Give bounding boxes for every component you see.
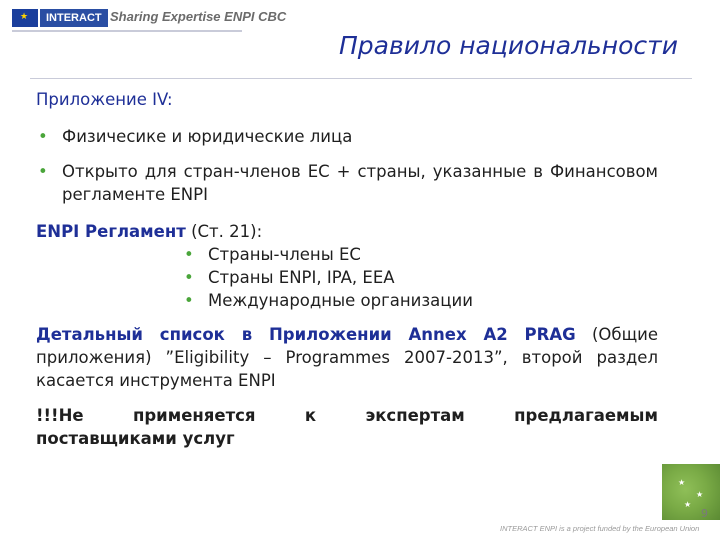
annex-bullet-list <box>36 125 658 206</box>
header-tagline: Sharing Expertise ENPI CBC <box>110 9 287 24</box>
note-word-3: к <box>304 406 317 425</box>
logo-text: INTERACT <box>46 12 102 24</box>
regulation-item-2: • Страны ENPI, IPA, EEA <box>182 266 658 289</box>
detail-rest: (Общие приложения) ”Eligibility – Programmes 2007-2013”, второй раздел касается инструмента ENPI <box>36 325 658 390</box>
regulation-item-3: • Международные организации <box>182 289 658 312</box>
note-word-1: !!!Не <box>36 406 84 425</box>
detail-paragraph <box>36 323 658 392</box>
regulation-list <box>36 243 658 312</box>
annex-bullet-1: • Физичесике и юридические лица <box>36 125 658 148</box>
note-word-5: предлагаемым <box>514 406 658 425</box>
regulation-heading-bold: ENPI Регламент <box>36 222 186 241</box>
regulation-heading <box>36 220 658 243</box>
note-line-1 <box>36 404 658 427</box>
eu-flag-icon: ★ <box>12 9 38 27</box>
note-word-4: экспертам <box>365 406 465 425</box>
page-number: 9 <box>701 507 708 520</box>
annex-heading: Приложение IV: <box>36 90 173 109</box>
regulation-heading-rest: (Ст. 21): <box>185 222 263 241</box>
slide-title: Правило национальности <box>339 31 678 60</box>
header-divider <box>12 30 242 32</box>
note-word-2: применяется <box>132 406 256 425</box>
detail-bold: Детальный список в Приложении Annex A2 PRAG <box>36 325 576 344</box>
slide-content <box>36 88 658 450</box>
title-divider <box>30 78 692 79</box>
note-line-2: поставщиками услуг <box>36 429 235 448</box>
regulation-item-1: • Страны-члены ЕС <box>182 243 658 266</box>
annex-bullet-2: • Открыто для стран-членов ЕС + страны, указанные в Финансовом регламенте ENPI <box>36 160 658 206</box>
europe-map-icon: ★ ★ ★ <box>662 464 720 520</box>
note-paragraph <box>36 404 658 450</box>
funding-text: INTERACT ENPI is a project funded by the European Union <box>500 524 700 533</box>
interact-logo <box>40 9 108 27</box>
